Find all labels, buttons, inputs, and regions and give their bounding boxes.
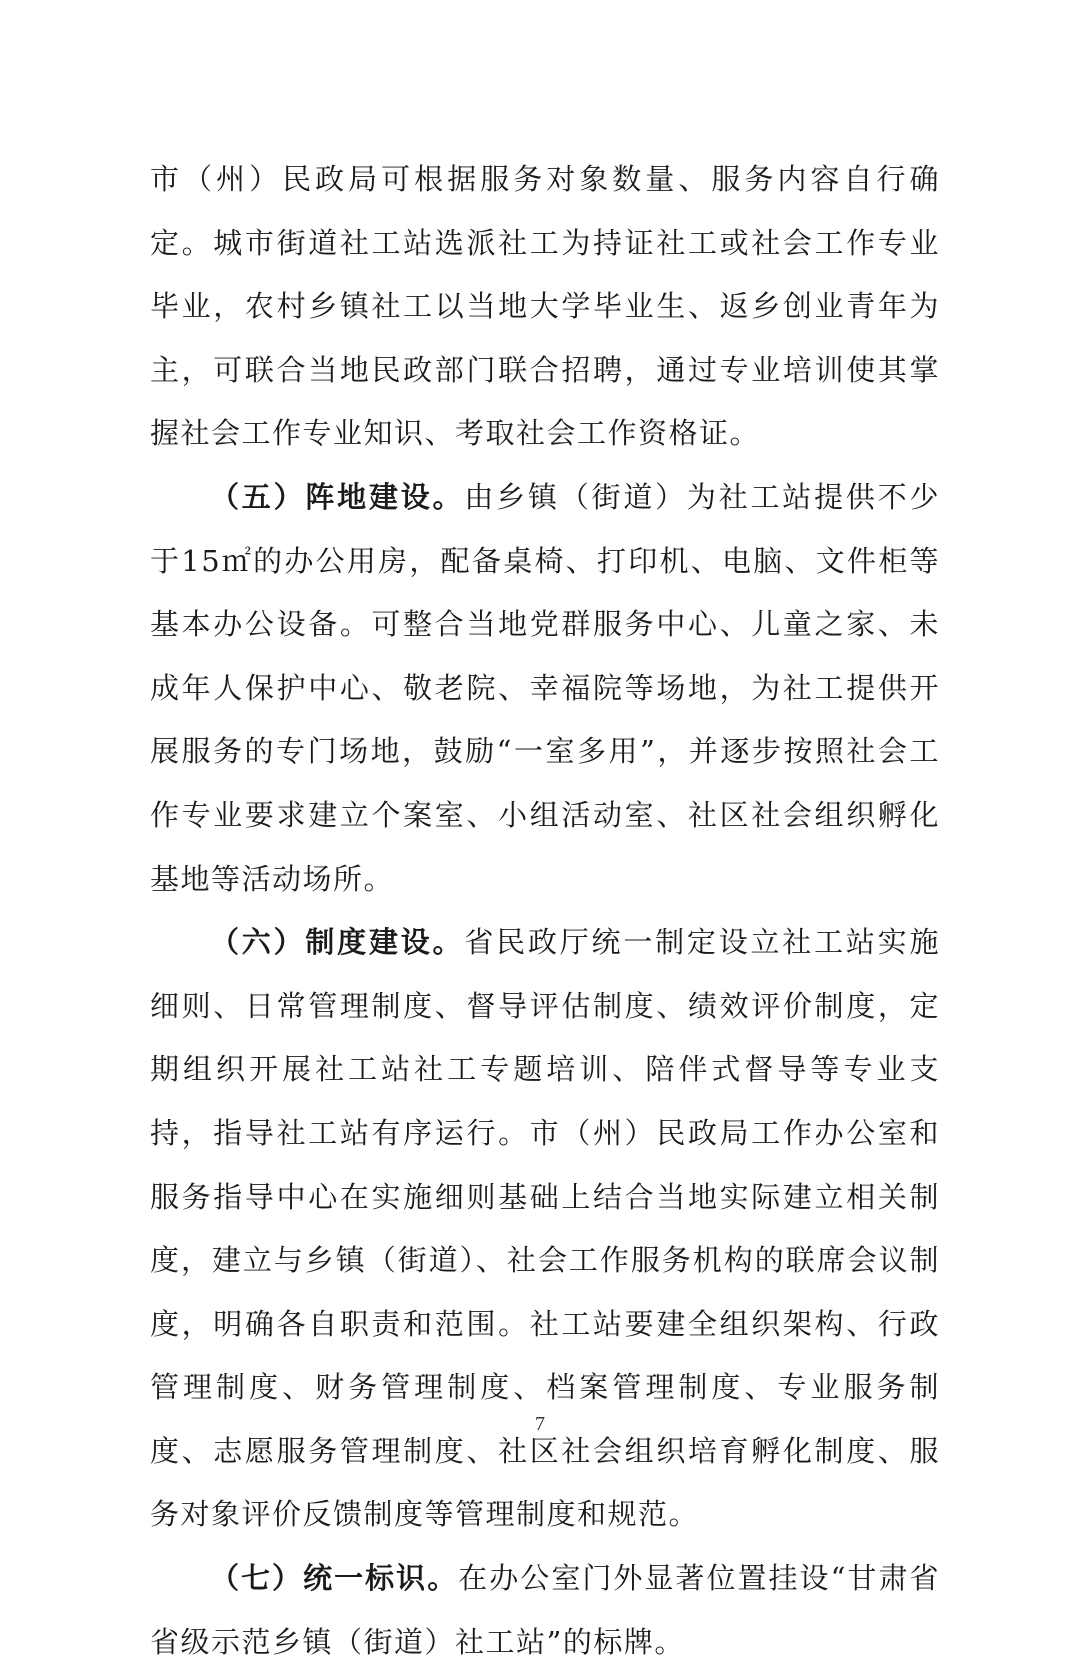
paragraph-body: 市（州）民政局可根据服务对象数量、服务内容自行确定。城市街道社工站选派社工为持证社工或社会工作专业毕业，农村乡镇社工以当地大学毕业生、返乡创业青年为主，可联合当地民政部门联合招聘，通过专业培训使其掌握社会工作专业知识、考取社会工作资格证。 <box>150 162 940 451</box>
page-number: 7 <box>535 1413 545 1435</box>
section-heading: （七）统一标识。 <box>210 1561 459 1596</box>
document-page <box>150 148 940 1674</box>
paragraph-continuation <box>150 148 940 466</box>
paragraph-site-construction <box>150 466 940 911</box>
paragraph-body: 由乡镇（街道）为社工站提供不少于15㎡的办公用房，配备桌椅、打印机、电脑、文件柜等基本办公设备。可整合当地党群服务中心、儿童之家、未成年人保护中心、敬老院、幸福院等场地，为社工提供开展服务的专门场地，鼓励“一室多用”，并逐步按照社会工作专业要求建立个案室、小组活动室、社区社会组织孵化基地等活动场所。 <box>150 479 940 896</box>
section-heading: （六）制度建设。 <box>210 925 465 960</box>
paragraph-unified-logo <box>150 1547 940 1674</box>
section-heading: （五）阵地建设。 <box>210 479 465 514</box>
paragraph-system-construction <box>150 911 940 1547</box>
paragraph-body: 在办公室门外显著位置挂设“甘肃省省级示范乡镇（街道）社工站”的标牌。 <box>150 1561 940 1659</box>
paragraph-body: 省民政厅统一制定设立社工站实施细则、日常管理制度、督导评估制度、绩效评价制度，定期组织开展社工站社工专题培训、陪伴式督导等专业支持，指导社工站有序运行。市（州）民政局工作办公室和服务指导中心在实施细则基础上结合当地实际建立相关制度，建立与乡镇（街道）、社会工作服务机构的联席会议制度，明确各自职责和范围。社工站要建全组织架构、行政管理制度、财务管理制度、档案管理制度、专业服务制度、志愿服务管理制度、社区社会组织培育孵化制度、服务对象评价反馈制度等管理制度和规范。 <box>150 925 940 1532</box>
